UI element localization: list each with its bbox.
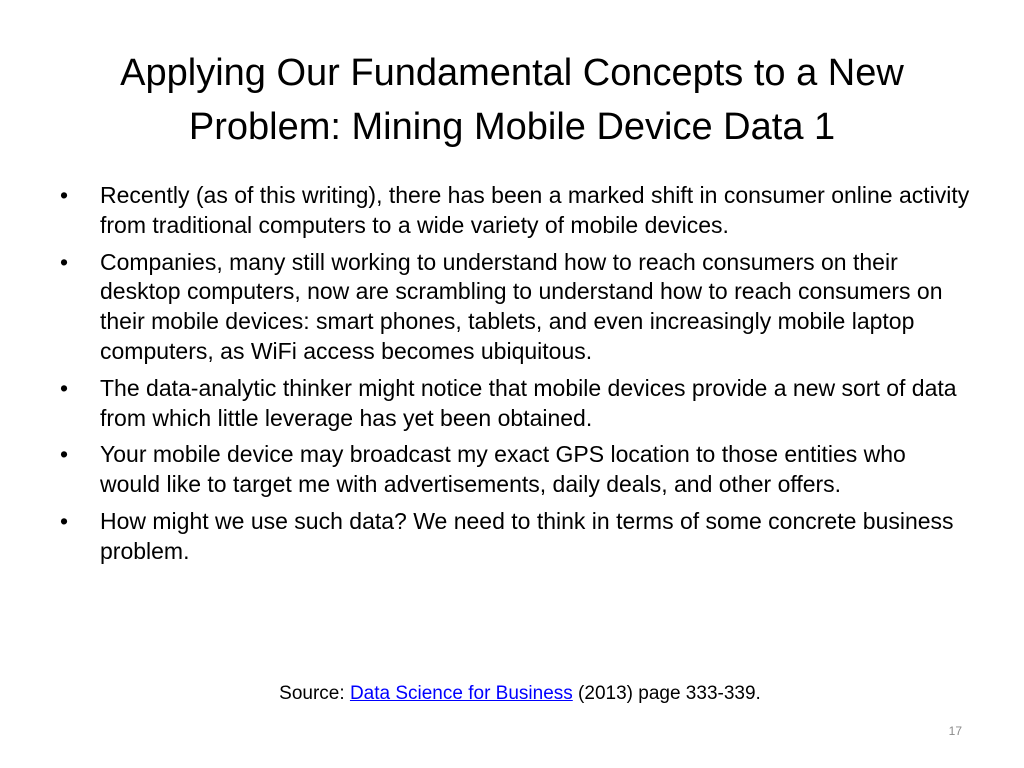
bullet-point-icon: • (60, 182, 69, 208)
source-prefix: Source: (279, 683, 350, 704)
source-link[interactable]: Data Science for Business (349, 683, 573, 704)
slide-title (60, 46, 964, 154)
bullet-text: The data-analytic thinker might notice that mobile devices provide a new sort of data from which little leverage has yet been obtained. (100, 374, 957, 431)
bullet-item (60, 181, 970, 241)
source-citation (0, 681, 1024, 707)
bullet-text: How might we use such data? We need to think in terms of some concrete business problem. (100, 507, 954, 564)
bullet-text: Companies, many still working to understand how to reach consumers on their desktop computers, now are scrambling to understand how to reach consumers on their mobile devices: smart phones, tablets, and even increasingly mobile laptop computers, as WiFi access becomes ubiquitous. (100, 248, 943, 364)
bullet-item (60, 440, 970, 500)
page-number: 17 (948, 724, 962, 738)
bullet-text: Your mobile device may broadcast my exact GPS location to those entities who would like to target me with advertisements, daily deals, and other offers. (100, 441, 906, 498)
bullet-item (60, 507, 970, 567)
bullet-point-icon: • (60, 248, 69, 275)
bullet-point-icon: • (60, 374, 69, 401)
bullet-point-icon: • (60, 507, 69, 534)
source-suffix: (2013) page 333-339. (572, 683, 761, 704)
bullet-list (60, 181, 970, 574)
bullet-item (60, 248, 970, 367)
slide-title-line-2: Problem: Mining Mobile Device Data 1 (188, 106, 836, 148)
bullet-point-icon: • (60, 441, 69, 468)
bullet-item (60, 374, 970, 434)
slide-title-line-1: Applying Our Fundamental Concepts to a New (120, 52, 904, 94)
bullet-text: Recently (as of this writing), there has been a marked shift in consumer online activity from traditional computers to a wide variety of mobile devices. (100, 182, 970, 238)
